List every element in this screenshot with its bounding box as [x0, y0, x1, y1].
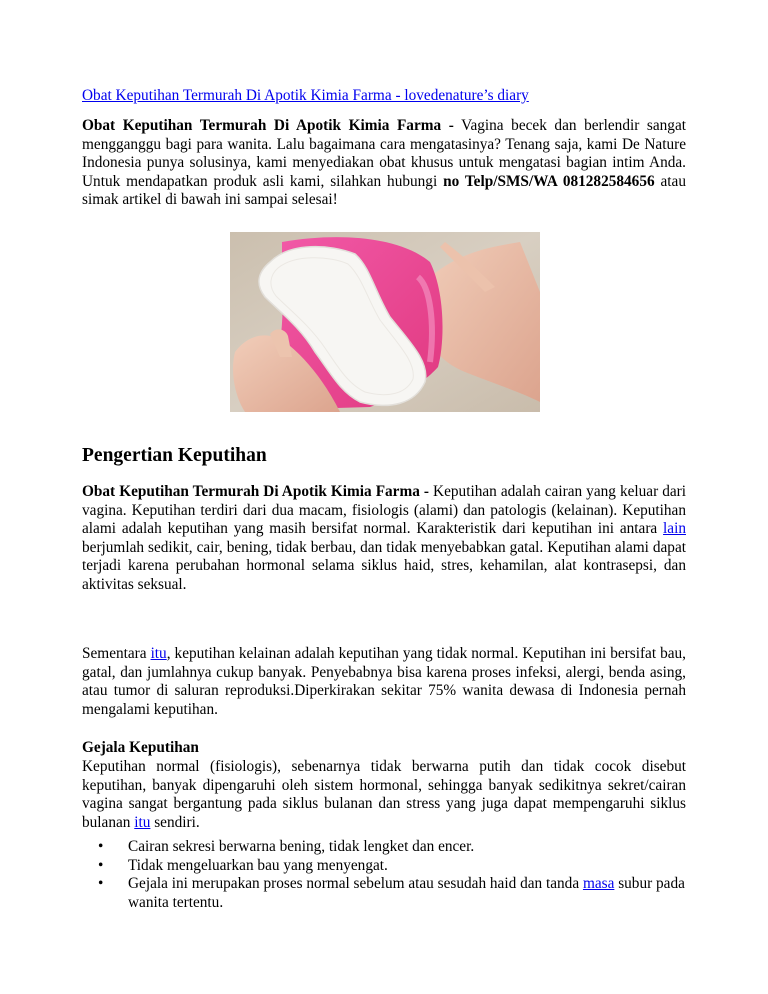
bullet-icon: • [98, 856, 104, 874]
list-item [82, 838, 686, 857]
gejala-text-1: Keputihan normal (fisiologis), sebenarnya tidak berwarna putih dan tidak cocok disebut keputihan, banyak dipengaruhi oleh sistem hormonal, sehingga banyak sedikitnya sekret/cairan vagina sangat bergantung pada siklus bulanan dan stress yang juga dapat mempengaruhi siklus bulanan [82, 758, 686, 831]
article-title-link[interactable]: Obat Keputihan Termurah Di Apotik Kimia Farma - lovedenature’s diary [82, 87, 529, 104]
link-lain[interactable]: lain [663, 520, 686, 538]
intro-text-2: atau simak artikel di bawah ini sampai selesai! [82, 172, 686, 209]
gejala-bullet-list [82, 838, 686, 912]
list-item-text-2: subur pada wanita tertentu. [128, 875, 685, 911]
pengertian-paragraph-2 [82, 645, 686, 719]
section-heading-gejala: Gejala Keputihan [82, 739, 199, 756]
list-item-text: Cairan sekresi berwarna bening, tidak lengket dan encer. [128, 838, 475, 855]
sanitary-pad-photo-icon [230, 232, 540, 412]
hero-image [230, 232, 540, 412]
pengertian-p2-text-2: , keputihan kelainan adalah keputihan yang tidak normal. Keputihan ini bersifat bau, gatal, dan jumlahnya cukup banyak. Penyebabnya bisa karena proses infeksi, alergi, benda asing, atau tumor di saluran reproduksi.Diperkirakan sekitar 75% wanita dewasa di Indonesia pernah mengalami keputihan. [82, 645, 686, 718]
bullet-icon: • [98, 838, 104, 855]
pengertian-text-1: Keputihan adalah cairan yang keluar dari vagina. Keputihan terdiri dari dua macam, fisiologis (alami) dan patologis (kelainan). Keputihan alami adalah keputihan yang masih bersifat normal. Karakteristik dari keputihan ini antara [82, 483, 686, 538]
section-heading-pengertian: Pengertian Keputihan [82, 445, 267, 466]
list-item-text: Gejala ini merupakan proses normal sebelum atau sesudah haid dan tanda [128, 875, 583, 893]
pengertian-p2-text-1: Sementara [82, 645, 151, 662]
pengertian-lead: Obat Keputihan Termurah Di Apotik Kimia Farma - [82, 483, 430, 500]
title-link-line [82, 87, 686, 105]
bullet-icon: • [98, 875, 104, 893]
intro-lead: Obat Keputihan Termurah Di Apotik Kimia Farma - [82, 117, 454, 134]
list-item [82, 875, 686, 912]
gejala-paragraph [82, 758, 686, 832]
pengertian-text-2: berjumlah sedikit, cair, bening, tidak berbau, dan tidak menyebabkan gatal. Keputihan alami dapat terjadi karena perubahan hormonal selama siklus haid, stres, kehamilan, alat kontrasepsi, dan aktivitas seksual. [82, 538, 686, 593]
intro-paragraph [82, 117, 686, 210]
intro-text-1: Vagina becek dan berlendir sangat mengganggu bagi para wanita. Lalu bagaimana cara mengatasinya? Tenang saja, kami De Nature Indonesia punya solusinya, kami menyediakan obat khusus untuk mengatasi bagian intim Anda. Untuk mendapatkan produk asli kami, silahkan hubungi [82, 117, 686, 190]
intro-contact: no Telp/SMS/WA 081282584656 [443, 172, 655, 190]
pengertian-paragraph-1 [82, 483, 686, 595]
list-item-text: Tidak mengeluarkan bau yang menyengat. [128, 856, 388, 874]
link-itu[interactable]: itu [150, 645, 167, 662]
list-item [82, 857, 686, 876]
gejala-text-2: sendiri. [150, 813, 200, 831]
link-masa[interactable]: masa [582, 875, 615, 893]
link-itu-2[interactable]: itu [134, 813, 151, 831]
